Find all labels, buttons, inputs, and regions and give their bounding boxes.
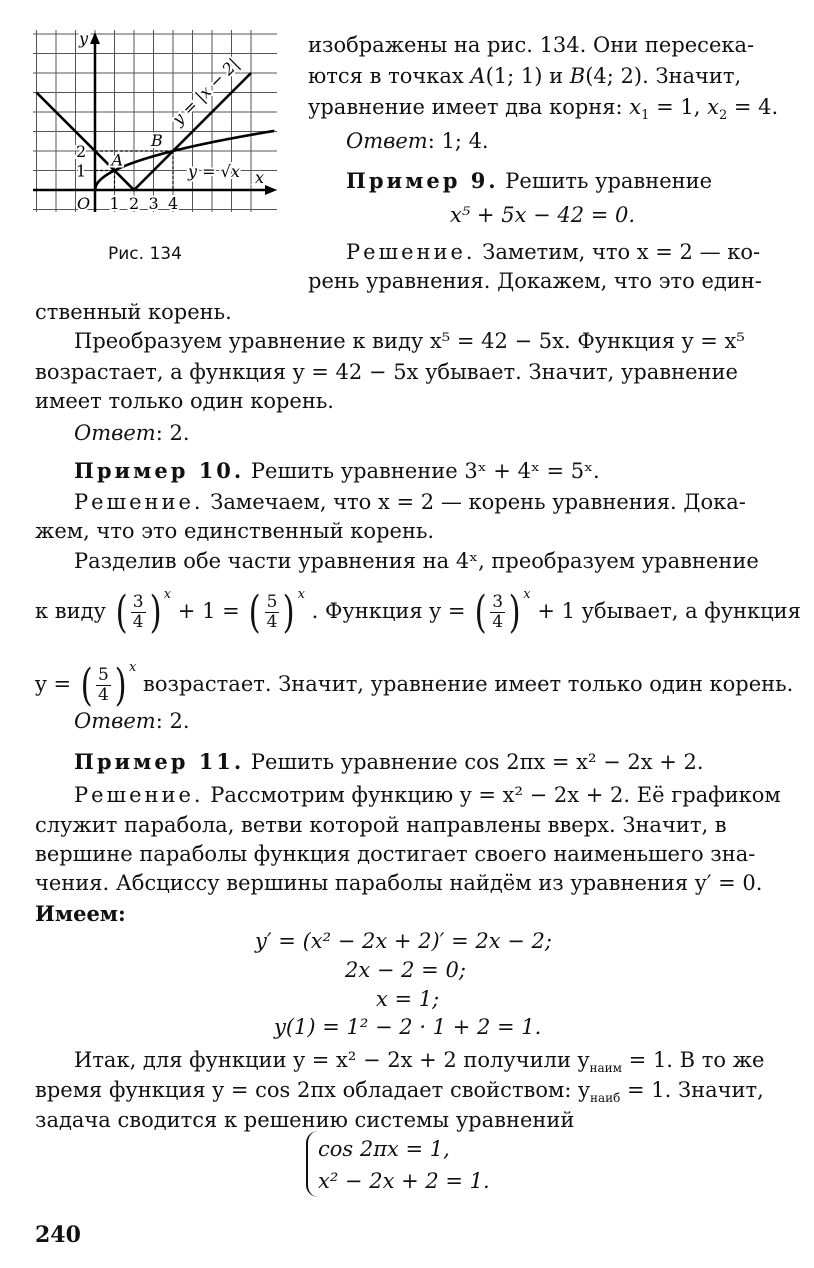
example-heading: Пример 9. Решить уравнение bbox=[346, 168, 713, 193]
text-line: жем, что это единственный корень. bbox=[35, 519, 435, 543]
text-line: имеет только один корень. bbox=[35, 389, 334, 413]
text-line: рень уравнения. Докажем, что это един- bbox=[308, 269, 762, 293]
text-line: Решение. Замечаем, что x = 2 — корень уравнения. Дока- bbox=[74, 490, 746, 514]
calc-line: 2x − 2 = 0; bbox=[345, 958, 466, 982]
answer-line: Ответ: 2. bbox=[74, 421, 190, 445]
text-line: Разделив обе части уравнения на 4ˣ, преобразуем уравнение bbox=[74, 549, 759, 573]
text-line: служит парабола, ветви которой направлены вверх. Значит, в bbox=[35, 813, 727, 837]
origin-label: O bbox=[77, 194, 91, 212]
answer-line: Ответ: 1; 4. bbox=[346, 129, 489, 153]
tick-label-y: 1 bbox=[76, 161, 87, 181]
tick-label-x: 2 bbox=[129, 194, 140, 212]
text-line: Преобразуем уравнение к виду x⁵ = 42 − 5x. Функция y = x⁵ bbox=[74, 329, 745, 353]
figure-caption: Рис. 134 bbox=[108, 244, 182, 264]
text-line: изображены на рис. 134. Они пересека- bbox=[308, 33, 755, 57]
text-line: уравнение имеет два корня: $x_1 = 1$, $x_2 = 4$. bbox=[308, 95, 779, 124]
example-heading: Пример 10. Решить уравнение 3ˣ + 4ˣ = 5ˣ. bbox=[74, 458, 600, 483]
figure-134 bbox=[33, 30, 277, 212]
tick-label-y: 2 bbox=[76, 142, 87, 161]
system-brace bbox=[306, 1131, 318, 1197]
axis-label-x: x bbox=[255, 168, 265, 187]
axis-label-y: y bbox=[79, 30, 89, 48]
text-line: возрастает, а функция y = 42 − 5x убывает. Значит, уравнение bbox=[35, 360, 738, 384]
system-line: cos 2πx = 1, bbox=[318, 1137, 450, 1161]
text-line: задача сводится к решению системы уравнений bbox=[35, 1108, 575, 1132]
text-line: вершине параболы функция достигает своего наименьшего зна- bbox=[35, 842, 756, 866]
text-line: Имеем: bbox=[35, 901, 126, 926]
calc-line: x = 1; bbox=[376, 987, 440, 1011]
text-line: Решение. Заметим, что x = 2 — ко- bbox=[346, 240, 761, 264]
text-line: Итак, для функции y = x² − 2x + 2 получили $y_{наим} = 1$. В то же bbox=[74, 1048, 765, 1076]
answer-line: Ответ: 2. bbox=[74, 709, 190, 733]
text-line: время функция y = cos 2πx обладает свойством: $y_{наиб} = 1$. Значит, bbox=[35, 1078, 764, 1106]
page-number: 240 bbox=[35, 1222, 81, 1248]
curve-label-abs: y = |x − 2| bbox=[168, 54, 243, 129]
text-line: чения. Абсциссу вершины параболы найдём из уравнения y′ = 0. bbox=[35, 871, 763, 895]
x-axis-arrow bbox=[265, 185, 277, 195]
tick-label-x: 1 bbox=[109, 194, 120, 212]
calc-line: y′ = (x² − 2x + 2)′ = 2x − 2; bbox=[255, 929, 552, 953]
text-line: Решение. Рассмотрим функцию y = x² − 2x + 2. Её графиком bbox=[74, 783, 781, 807]
text-line: ются в точках A(1; 1) и B(4; 2). Значит, bbox=[308, 64, 742, 88]
point-label-b: B bbox=[151, 131, 163, 150]
graph-svg bbox=[33, 30, 277, 212]
curve-label-sqrt: y = √x bbox=[188, 162, 240, 181]
calc-line: y(1) = 1² − 2 · 1 + 2 = 1. bbox=[274, 1015, 542, 1039]
point-label-a: A bbox=[111, 150, 124, 170]
equation: x⁵ + 5x − 42 = 0. bbox=[450, 203, 636, 227]
formula-line: y = ( $\frac{5}{4}$ ) $^x$ возрастает. Значит, уравнение имеет только один корень. bbox=[35, 659, 794, 711]
text-line: ственный корень. bbox=[35, 300, 232, 324]
tick-label-x: 3 bbox=[148, 194, 159, 212]
tick-label-x: 4 bbox=[168, 194, 179, 212]
example-heading: Пример 11. Решить уравнение cos 2πx = x² − 2x + 2. bbox=[74, 749, 704, 774]
formula-line: к виду ( $\frac{3}{4}$ ) $^x$ + 1 = ( $\frac{5}{4}$ ) $^x$ . Функция y = ( $\frac{3}{4}$ ) $^x$ + 1 убывает, а функция bbox=[35, 586, 801, 638]
system-line: x² − 2x + 2 = 1. bbox=[318, 1169, 490, 1193]
